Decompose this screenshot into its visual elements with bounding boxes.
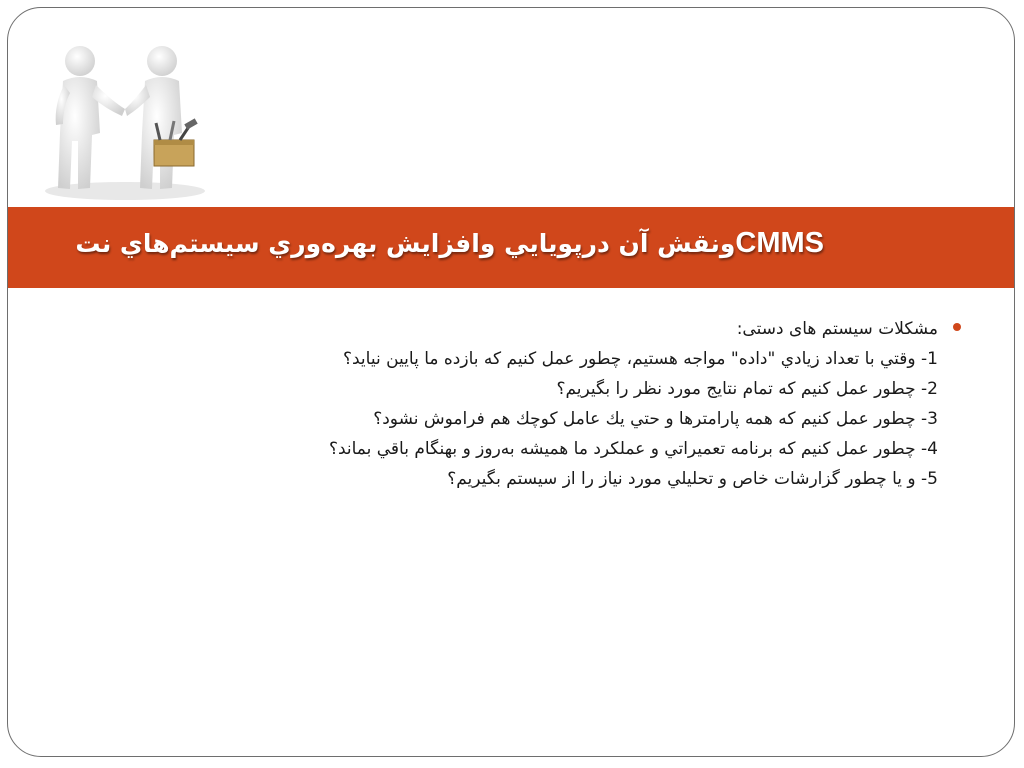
list-item-4: 4- چطور عمل كنيم كه برنامه تعميراتي و عملكرد ما هميشه به‌روز و بهنگام باقي بماند؟ <box>328 439 938 459</box>
list-item-2: 2- چطور عمل كنيم كه تمام نتايج مورد نظر را بگيريم؟ <box>556 379 938 399</box>
slide-title <box>75 227 824 260</box>
bullet-dot-icon <box>953 323 961 331</box>
title-prefix: CMMS <box>735 227 824 259</box>
slide-body <box>329 314 938 494</box>
bullet-heading: مشکلات سیستم های دستی: <box>736 319 938 339</box>
handshake-illustration <box>30 23 220 203</box>
list-item-1: 1- وقتي با تعداد زيادي "داده" مواجه هستيم، چطور عمل كنيم كه بازده ما پايين نيايد؟ <box>342 349 938 369</box>
title-band <box>8 207 1014 288</box>
title-text: ونقش آن درپويايي وافزايش بهره‌وري سيستم‌هاي نت <box>75 229 736 258</box>
slide-frame <box>7 7 1015 757</box>
list-item-3: 3- چطور عمل كنيم كه همه پارامترها و حتي يك عامل كوچك هم فراموش نشود؟ <box>373 409 938 429</box>
list-item-5: 5- و يا چطور گزارشات خاص و تحليلي مورد نياز را از سيستم بگيريم؟ <box>447 469 938 489</box>
bullet-item <box>329 314 938 494</box>
